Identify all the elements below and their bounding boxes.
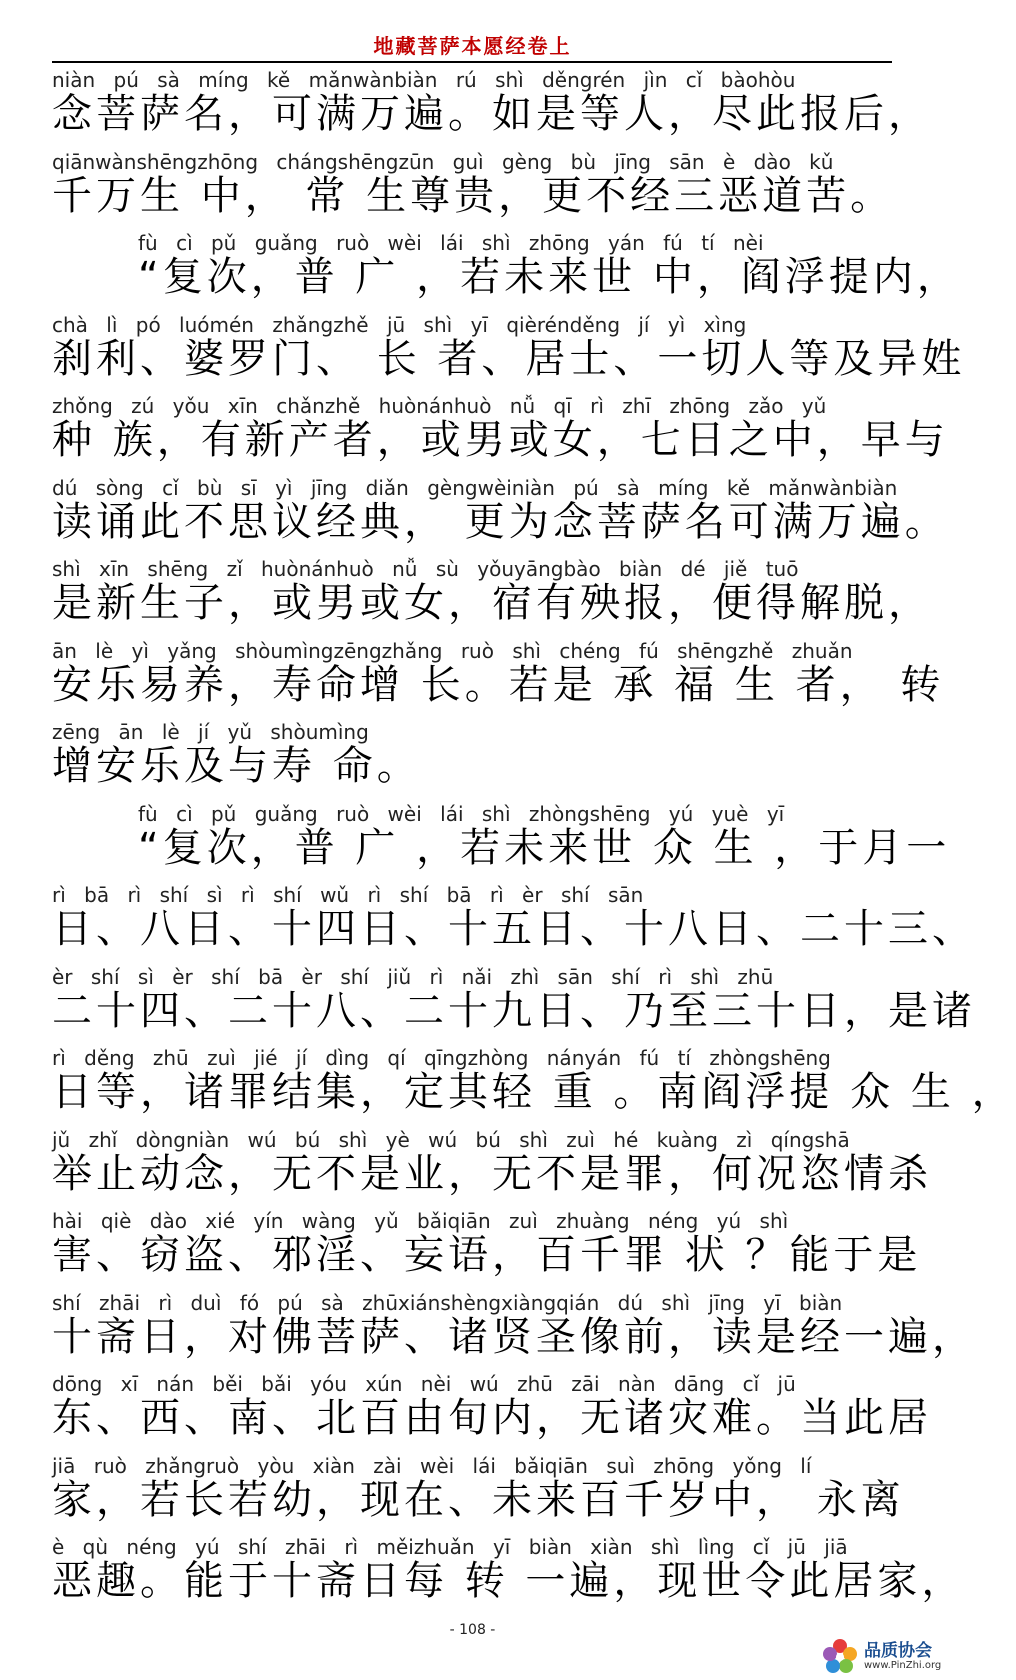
- page-number: - 108 -: [449, 1622, 496, 1638]
- verse-line: [52, 307, 966, 389]
- verse-line: [138, 796, 951, 878]
- hanzi-line: 刹利、婆罗门、 长 者、居士、一切人等及异姓: [52, 335, 966, 382]
- hanzi-line: 恶趣。能于十斋日每 转 一遍，现世令此居家，: [52, 1558, 966, 1604]
- pinyin-line: è qù néng yú shí zhāi rì měizhuǎn yī biàn xiàn shì lìng cǐ jū jiā: [52, 1535, 848, 1559]
- verse-line: [138, 225, 961, 307]
- pinyin-line: rì bā rì shí sì rì shí wǔ rì shí bā rì èr shí sān: [52, 883, 644, 907]
- pinyin-line: shì xīn shēng zǐ huònánhuò nǚ sù yǒuyāngbào biàn dé jiě tuō: [52, 557, 799, 581]
- pinyin-line: qiānwànshēngzhōng chángshēngzūn guì gèng bù jīng sān è dào kǔ: [52, 149, 834, 174]
- verse-line: [52, 959, 976, 1041]
- verse-line: [52, 388, 949, 470]
- pinyin-line: niàn pú sà míng kě mǎnwànbiàn rú shì děngrén jìn cǐ bàohòu: [52, 68, 796, 92]
- pinyin-line: rì děng zhū zuì jié jí dìng qí qīngzhòng nányán fú tí zhòngshēng: [52, 1046, 831, 1070]
- hanzi-line: 举止动念，无不是业，无不是罪，何况恣情杀: [52, 1150, 932, 1197]
- hanzi-line: 是新生子，或男或女，宿有殃报，便得解脱，: [52, 580, 932, 626]
- watermark-url: www.PinZhi.org: [864, 1660, 942, 1671]
- pinyin-line: zhǒng zú yǒu xīn chǎnzhě huònánhuò nǚ qī rì zhī zhōng zǎo yǔ: [52, 394, 827, 418]
- pinyin-line: fù cì pǔ guǎng ruò wèi lái shì zhòngshēng yú yuè yī: [138, 801, 785, 826]
- verse-line: [52, 1040, 1016, 1122]
- pinyin-line: shí zhāi rì duì fó pú sà zhūxiánshèngxiàngqián dú shì jīng yī biàn: [52, 1290, 843, 1315]
- hanzi-line: 害、窃盗、邪淫、妄语，百千罪 状 ？能于是: [52, 1232, 922, 1278]
- pinyin-line: dú sòng cǐ bù sī yì jīng diǎn gèngwèiniàn pú sà míng kě mǎnwànbiàn: [52, 475, 898, 500]
- pinyin-line: hài qiè dào xié yín wàng yǔ bǎiqiān zuì zhuàng néng yú shì: [52, 1209, 789, 1233]
- pinyin-line: fù cì pǔ guǎng ruò wèi lái shì zhōng yán fú tí nèi: [138, 231, 764, 255]
- verse-line: [52, 633, 945, 715]
- verse-line: [52, 1366, 932, 1448]
- pinyin-line: chà lì pó luómén zhǎngzhě jū shì yī qièrénděng jí yì xìng: [52, 312, 747, 337]
- verse-line: [52, 470, 949, 552]
- verse-line: [52, 144, 902, 226]
- hanzi-line: 二十四、二十八、二十九日、乃至三十日，是诸: [52, 987, 976, 1034]
- pinyin-line: jiā ruò zhǎngruò yòu xiàn zài wèi lái bǎiqiān suì zhōng yǒng lí: [52, 1453, 812, 1478]
- verse-line: [52, 551, 932, 633]
- verse-line: [52, 1203, 922, 1285]
- pinyin-line: jǔ zhǐ dòngniàn wú bú shì yè wú bú shì zuì hé kuàng zì qíngshā: [52, 1127, 850, 1152]
- hanzi-line: 千万生 中， 常 生尊贵，更不经三恶道苦。: [52, 172, 895, 219]
- pinyin-line: dōng xī nán běi bǎi yóu xún nèi wú zhū zāi nàn dāng cǐ jū: [52, 1372, 796, 1396]
- pinyin-line: èr shí sì èr shí bā èr shí jiǔ rì nǎi zhì sān shí rì shì zhū: [52, 964, 774, 989]
- verse-line: [52, 1285, 976, 1367]
- hanzi-line: 安乐易养，寿命增 长。若是 承 福 生 者， 转: [52, 661, 945, 708]
- hanzi-line: “复次，普 广 ，若未来世 中，阎浮提内，: [138, 254, 961, 300]
- verse-line: [52, 1448, 905, 1530]
- hanzi-line: 念菩萨名，可满万遍。如是等人，尽此报后，: [52, 91, 932, 137]
- verse-line: [52, 62, 932, 144]
- hanzi-line: “复次，普 广 ，若未来世 众 生 ，于月一: [138, 824, 951, 871]
- hanzi-line: 读诵此不思议经典， 更为念菩萨名可满万遍。: [52, 498, 949, 545]
- pinyin-line: ān lè yì yǎng shòumìngzēngzhǎng ruò shì chéng fú shēngzhě zhuǎn: [52, 638, 853, 663]
- verse-line: [52, 877, 976, 959]
- hanzi-line: 日等，诸罪结集，定其轻 重 。南阎浮提 众 生 ，: [52, 1069, 1016, 1115]
- verse-line: [52, 1122, 932, 1204]
- hanzi-line: 日、八日、十四日、十五日、十八日、二十三、: [52, 906, 976, 952]
- pinyin-line: zēng ān lè jí yǔ shòumìng: [52, 720, 369, 744]
- hanzi-line: 种 族，有新产者，或男或女，七日之中，早与: [52, 417, 949, 463]
- page-header-title: 地藏菩萨本愿经卷上: [373, 34, 572, 58]
- verse-line: [52, 714, 902, 796]
- watermark-logo: [820, 1634, 945, 1678]
- verse-line: [52, 1529, 966, 1611]
- flower-logo-icon: [820, 1636, 860, 1676]
- watermark-title: 品质协会: [864, 1641, 932, 1661]
- scripture-text: [0, 62, 1016, 1611]
- hanzi-line: 家，若长若幼，现在、未来百千岁中， 永离: [52, 1476, 905, 1523]
- hanzi-line: 增安乐及与寿 命。: [52, 743, 421, 789]
- hanzi-line: 东、西、南、北百由旬内，无诸灾难。当此居: [52, 1395, 932, 1441]
- hanzi-line: 十斋日，对佛菩萨、诸贤圣像前，读是经一遍，: [52, 1313, 976, 1360]
